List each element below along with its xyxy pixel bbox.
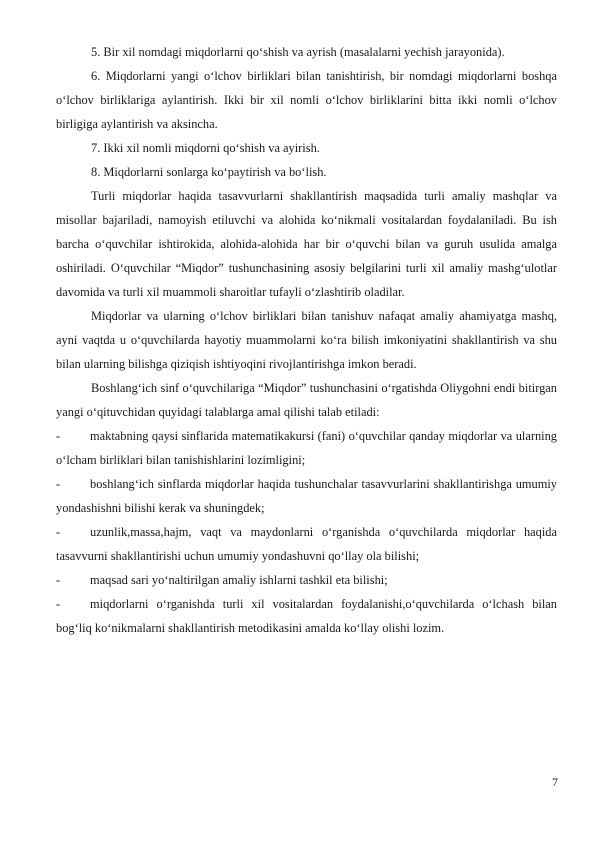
paragraph: Miqdorlar va ularning o‘lchov birliklari bilan tanishuv nafaqat amaliy ahamiyatga mashq, ayni vaqtda u o‘quvchilarda hayotiy muammolarni ko‘ra bilish imkoniyatini shakllantirish va shu bilan ularning bilishga qiziqish ishtiyoqini rivojlantirishga imkon beradi. xyxy=(56,309,557,371)
list-dash: - xyxy=(56,573,61,587)
page-number: 7 xyxy=(552,775,558,789)
paragraph: 6. Miqdorlarni yangi o‘lchov birliklari bilan tanishtirish, bir nomdagi miqdorlarni boshqa o‘lchov birliklariga aylantirish. Ikki bir xil nomli o‘lchov birliklarini bitta ikki nomli o‘lchov birligiga aylantirish va aksincha. xyxy=(56,69,557,131)
paragraph: Boshlang‘ich sinf o‘quvchilariga “Miqdor” tushunchasini o‘rgatishda Oliygohni endi bitirgan yangi o‘qituvchidan quyidagi talablarga amal qilishi talab etiladi: xyxy=(56,381,557,419)
list-item-text: boshlang‘ich sinflarda miqdorlar haqida tushunchalar tasavvurlarini shakllantirishga umumiy yondashishni bilishi kerak va shuningdek; xyxy=(56,477,557,515)
paragraph: 8. Miqdorlarni sonlarga ko‘paytirish va bo‘lish. xyxy=(91,165,327,179)
list-item xyxy=(56,472,557,520)
list-item-text: uzunlik,massa,hajm, vaqt va maydonlarni o‘rganishda o‘quvchilarda miqdorlar haqida tasavvurni shakllantirishi uchun umumiy yondashuvni qo‘llay ola bilishi; xyxy=(56,525,557,563)
list-item xyxy=(56,520,557,568)
list-item xyxy=(56,424,557,472)
list-item-text: miqdorlarni o‘rganishda turli xil vositalardan foydalanishi,o‘quvchilarda o‘lchash bilan bog‘liq ko‘nikmalarni shakllantirish metodikasini amalda ko‘llay olishi lozim. xyxy=(56,597,557,635)
list-item-text: maqsad sari yo‘naltirilgan amaliy ishlarni tashkil eta bilishi; xyxy=(90,573,388,587)
list-item-text: maktabning qaysi sinflarida matematikakursi (fani) o‘quvchilar qanday miqdorlar va ularning o‘lcham birliklari bilan tanishishlarini lozimligini; xyxy=(56,429,557,467)
list-dash: - xyxy=(56,525,61,539)
document-body xyxy=(56,40,557,640)
list-item xyxy=(56,568,557,592)
paragraph: 5. Bir xil nomdagi miqdorlarni qo‘shish va ayrish (masalalarni yechish jarayonida). xyxy=(91,45,505,59)
list-dash: - xyxy=(56,477,61,491)
paragraph: Turli miqdorlar haqida tasavvurlarni shakllantirish maqsadida turli amaliy mashqlar va misollar bajariladi, namoyish etiluvchi va alohida ko‘nikmali vositalardan foydalaniladi. Bu ish barcha o‘quvchilar ishtirokida, alohida-alohida har bir o‘quvchi bilan va guruh usulida amalga oshiriladi. O‘quvchilar “Miqdor” tushunchasining asosiy belgilarini turli xil amaliy mashg‘ulotlar davomida va turli xil muammoli sharoitlar tufayli o‘zlashtirib oladilar. xyxy=(56,189,557,299)
list-item xyxy=(56,592,557,640)
list-dash: - xyxy=(56,429,61,443)
list-dash: - xyxy=(56,597,61,611)
paragraph: 7. Ikki xil nomli miqdorni qo‘shish va ayirish. xyxy=(91,141,320,155)
